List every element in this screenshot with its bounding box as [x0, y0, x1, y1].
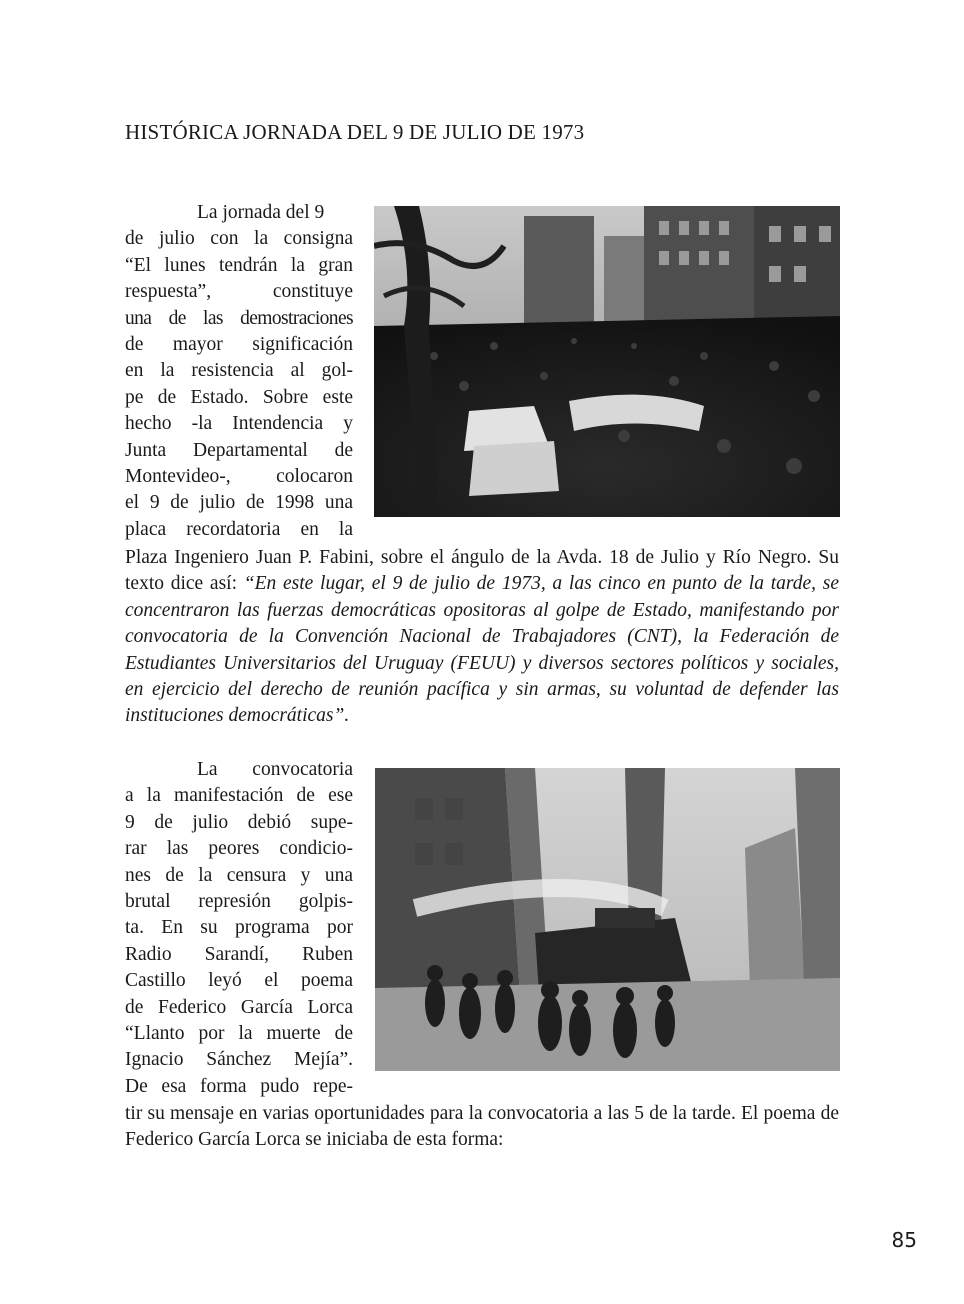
text-line: Radio Sarandí, Ruben	[125, 943, 353, 965]
text-line: el 9 de julio de 1998 una	[125, 492, 353, 514]
text-line: La convocatoria	[197, 759, 353, 780]
section1-continuation	[125, 545, 839, 730]
text-line: De esa forma pudo repe-	[125, 1075, 353, 1097]
text-line: de Federico García Lorca	[125, 996, 353, 1018]
section1-column-text	[125, 200, 353, 543]
text-line: en la resistencia al gol-	[125, 360, 353, 382]
section-heading: HISTÓRICA JORNADA DEL 9 DE JULIO DE 1973	[125, 120, 585, 144]
text-line: Montevideo-, colocaron	[125, 466, 353, 488]
text-line: a la manifestación de ese	[125, 785, 353, 807]
crowd-photo-image	[374, 206, 840, 517]
text-line: ta. En su programa por	[125, 917, 353, 939]
page-number: 85	[891, 1228, 917, 1252]
crowd-photo	[374, 206, 840, 517]
text-line: placa recordatoria en la	[125, 518, 353, 540]
text-line: Junta Departamental de	[125, 439, 353, 461]
text-line: Ignacio Sánchez Mejía”.	[125, 1049, 353, 1071]
plaque-quote: “En este lugar, el 9 de julio de 1973, a las cinco en punto de la tarde, se concentraron las fuerzas democráticas opositoras al golpe de Estado, manifestando por convocatoria de la Convención Nacional de Trabajadores (CNT), la Federación de Estudiantes Universitarios del Uruguay (FEUU) y diversos sectores políticos y sociales, en ejercicio del derecho de reunión pacífica y sin armas, su voluntad de defender las instituciones democráticas”.	[125, 573, 839, 727]
text-line: “Llanto por la muerte de	[125, 1023, 353, 1045]
text-line: pe de Estado. Sobre este	[125, 386, 353, 408]
repression-photo-image	[375, 768, 840, 1071]
repression-photo	[375, 768, 840, 1071]
text-line: Castillo leyó el poema	[125, 970, 353, 992]
text-line: una de las demostraciones	[125, 307, 353, 329]
text-line: 9 de julio debió supe-	[125, 811, 353, 833]
text-line: “El lunes tendrán la gran	[125, 254, 353, 276]
plaque-intro-text: Plaza Ingeniero Juan P. Fabini, sobre el ángulo de la Avda. 18 de Julio y Río Negro. Su texto dice así:	[125, 547, 839, 595]
text-line: de mayor significación	[125, 334, 353, 356]
text-line: respuesta”, constituye	[125, 281, 353, 303]
text-line: brutal represión golpis-	[125, 891, 353, 913]
section2-column-text	[125, 757, 353, 1100]
text-line: nes de la censura y una	[125, 864, 353, 886]
text-line: rar las peores condicio-	[125, 838, 353, 860]
text-line: La jornada del 9	[197, 202, 325, 223]
text-line: hecho -la Intendencia y	[125, 413, 353, 435]
text-line: de julio con la consigna	[125, 228, 353, 250]
section2-continuation: tir su mensaje en varias oportunidades para la convocatoria a las 5 de la tarde. El poema de Federico García Lorca se iniciaba de esta forma:	[125, 1103, 839, 1151]
